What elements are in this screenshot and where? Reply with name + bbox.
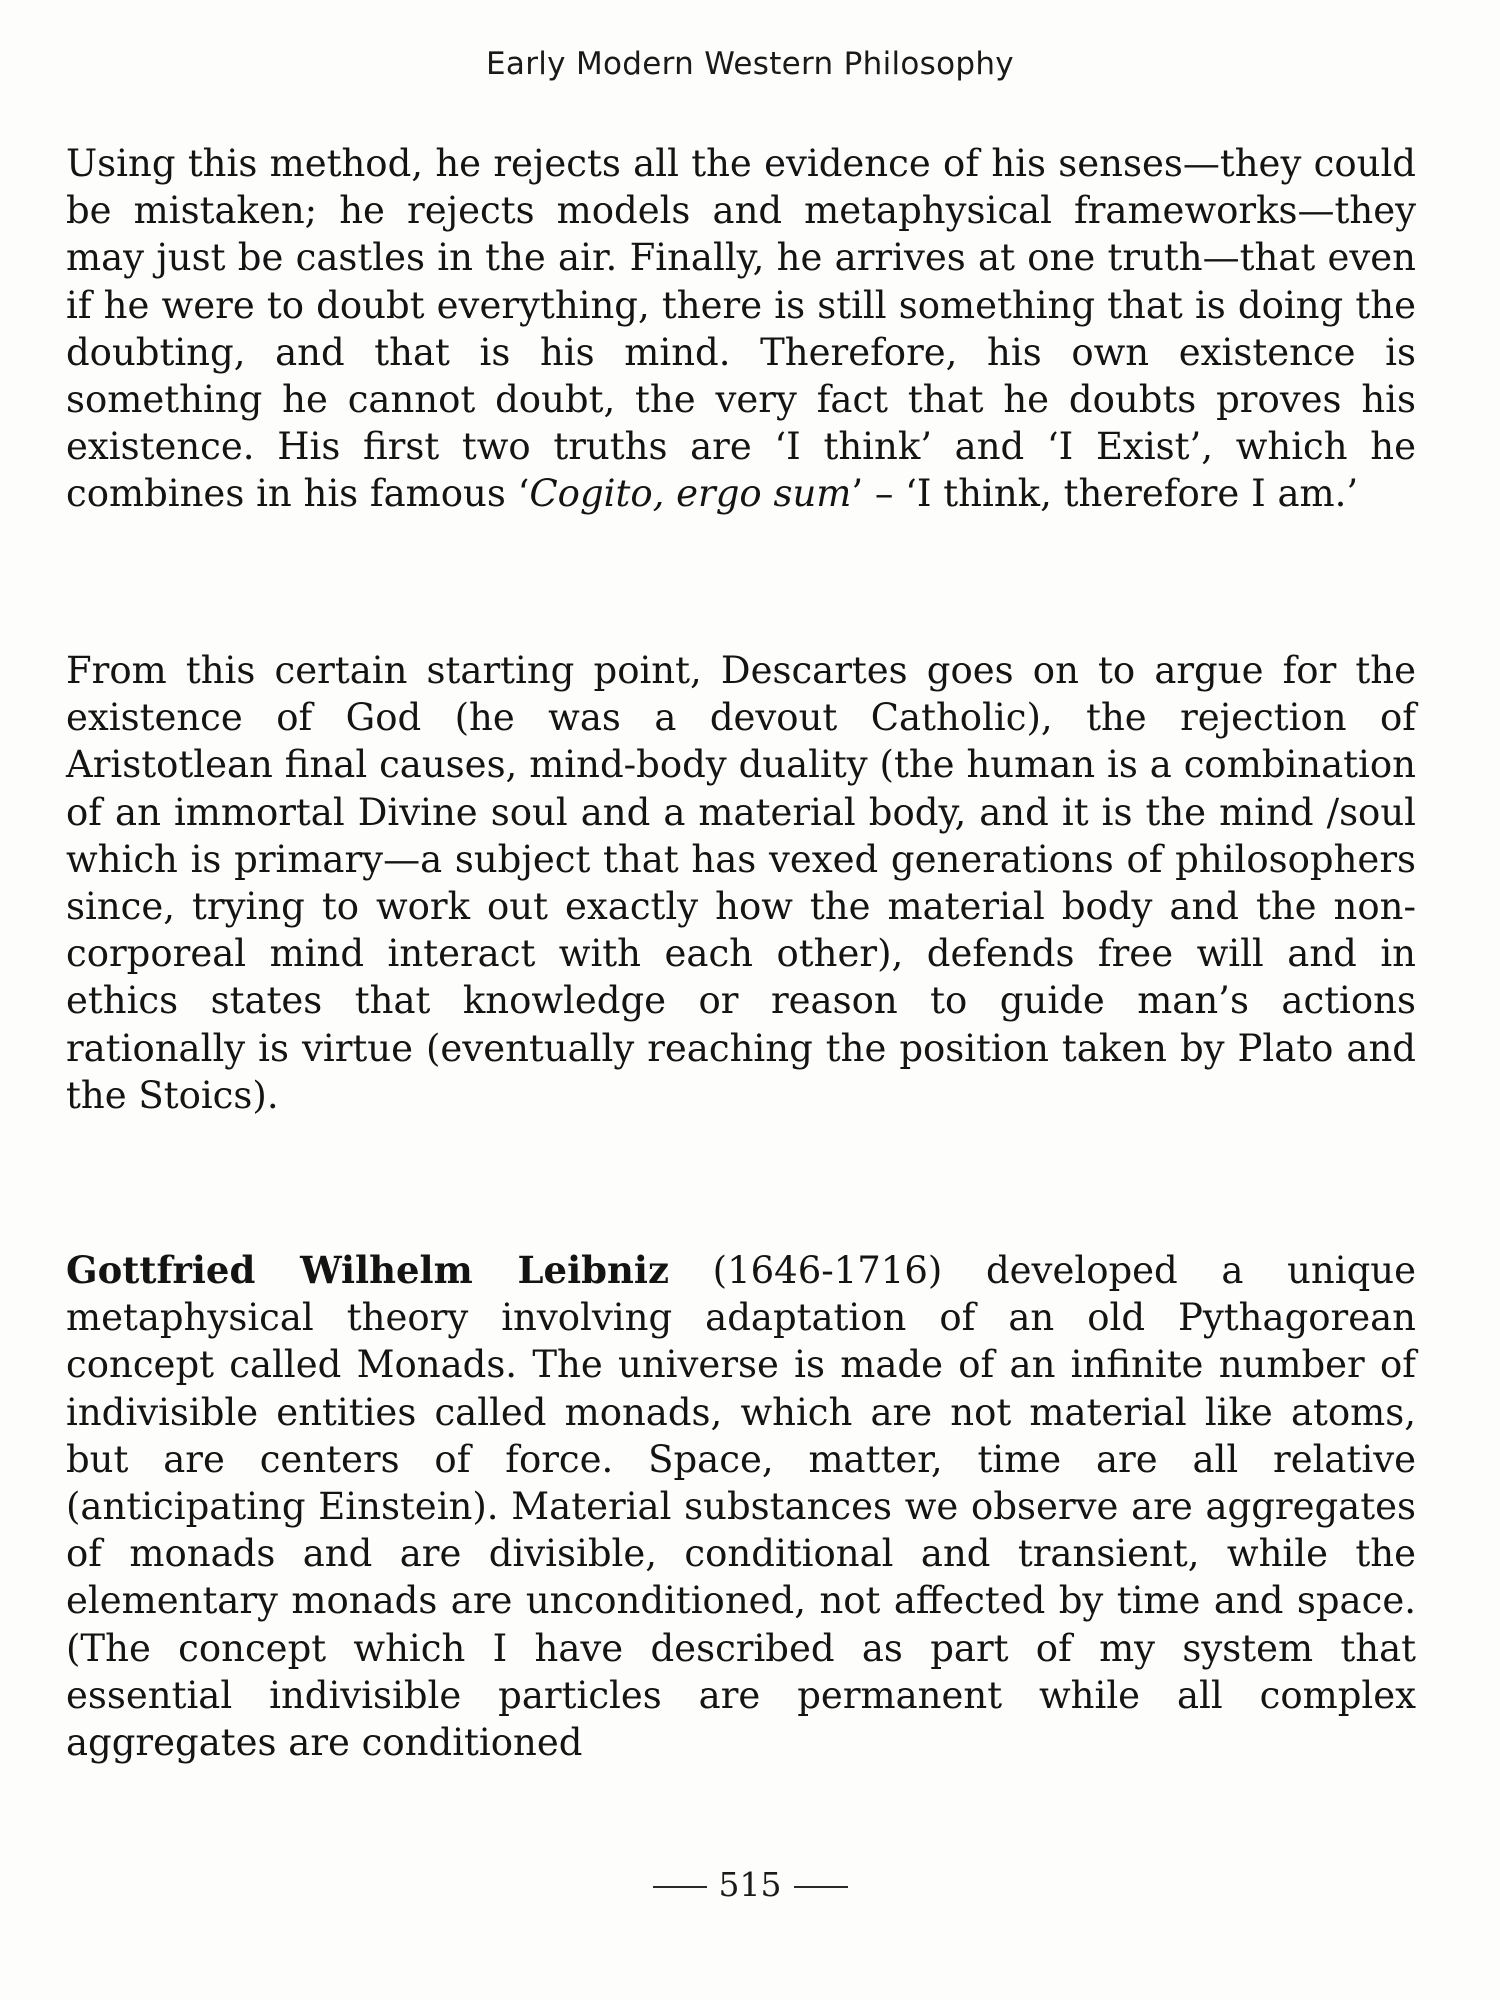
philosopher-name: Gottfried Wilhelm Leibniz — [66, 1248, 669, 1292]
paragraph-descartes-method — [66, 140, 1416, 554]
paragraph-leibniz — [66, 1247, 1416, 1802]
folio-rule-left — [653, 1886, 707, 1888]
quote-open-mark: ‘ — [517, 472, 530, 516]
paragraph-text: From this certain starting point, Descartes goes on to argue for the existence of God (he was a devout Catholic), the rejection of Aristotlean final causes, mind-body duality (the human is a combination of an immortal Divine soul and a material body, and it is the mind /soul which is primary—a subject that has vexed generations of philosophers since, trying to work out exactly how the material body and the non-corporeal mind interact with each other), defends free will and in ethics states that knowledge or reason to guide man’s actions rationally is virtue (eventually reaching the position taken by Plato and the Stoics). — [66, 649, 1416, 1117]
paragraph-text — [66, 1247, 1416, 1766]
paragraph-text — [66, 140, 1416, 518]
paragraph-body: (1646-1716) developed a unique metaphysical theory involving adaptation of an old Pythagorean concept called Monads. The universe is made of an infinite number of indivisible entities called monads, which are not material like atoms, but are centers of force. Space, matter, time are all relative (anticipating Einstein). Material substances we observe are aggregates of monads and are divisible, conditional and transient, while the elementary monads are unconditioned, not affected by time and space. (The concept which I have described as part of my system that essential indivisible particles are permanent while all complex aggregates are conditioned — [66, 1249, 1416, 1765]
folio-rule-right — [794, 1886, 848, 1888]
latin-phrase: Cogito, ergo sum — [529, 472, 852, 516]
paragraph-text-before-quote: Using this method, he rejects all the evidence of his senses—they could be mistaken; he rejects models and metaphysical frameworks—they may just be castles in the air. Finally, he arrives at one truth—that even if he were to doubt everything, there is still something that is doing the doubting, and that is his mind. Therefore, his own existence is something he cannot doubt, the very fact that he doubts proves his existence. His first two truths are ‘I think’ and ‘I Exist’, which he combines in his famous — [66, 142, 1416, 516]
paragraph-descartes-conclusions — [66, 647, 1416, 1155]
paragraph-text-after-quote: ’ – ‘I think, therefore I am.’ — [851, 472, 1359, 516]
page-number-footer — [0, 1865, 1500, 1904]
page-number: 515 — [718, 1865, 782, 1904]
running-header: Early Modern Western Philosophy — [486, 46, 1014, 82]
